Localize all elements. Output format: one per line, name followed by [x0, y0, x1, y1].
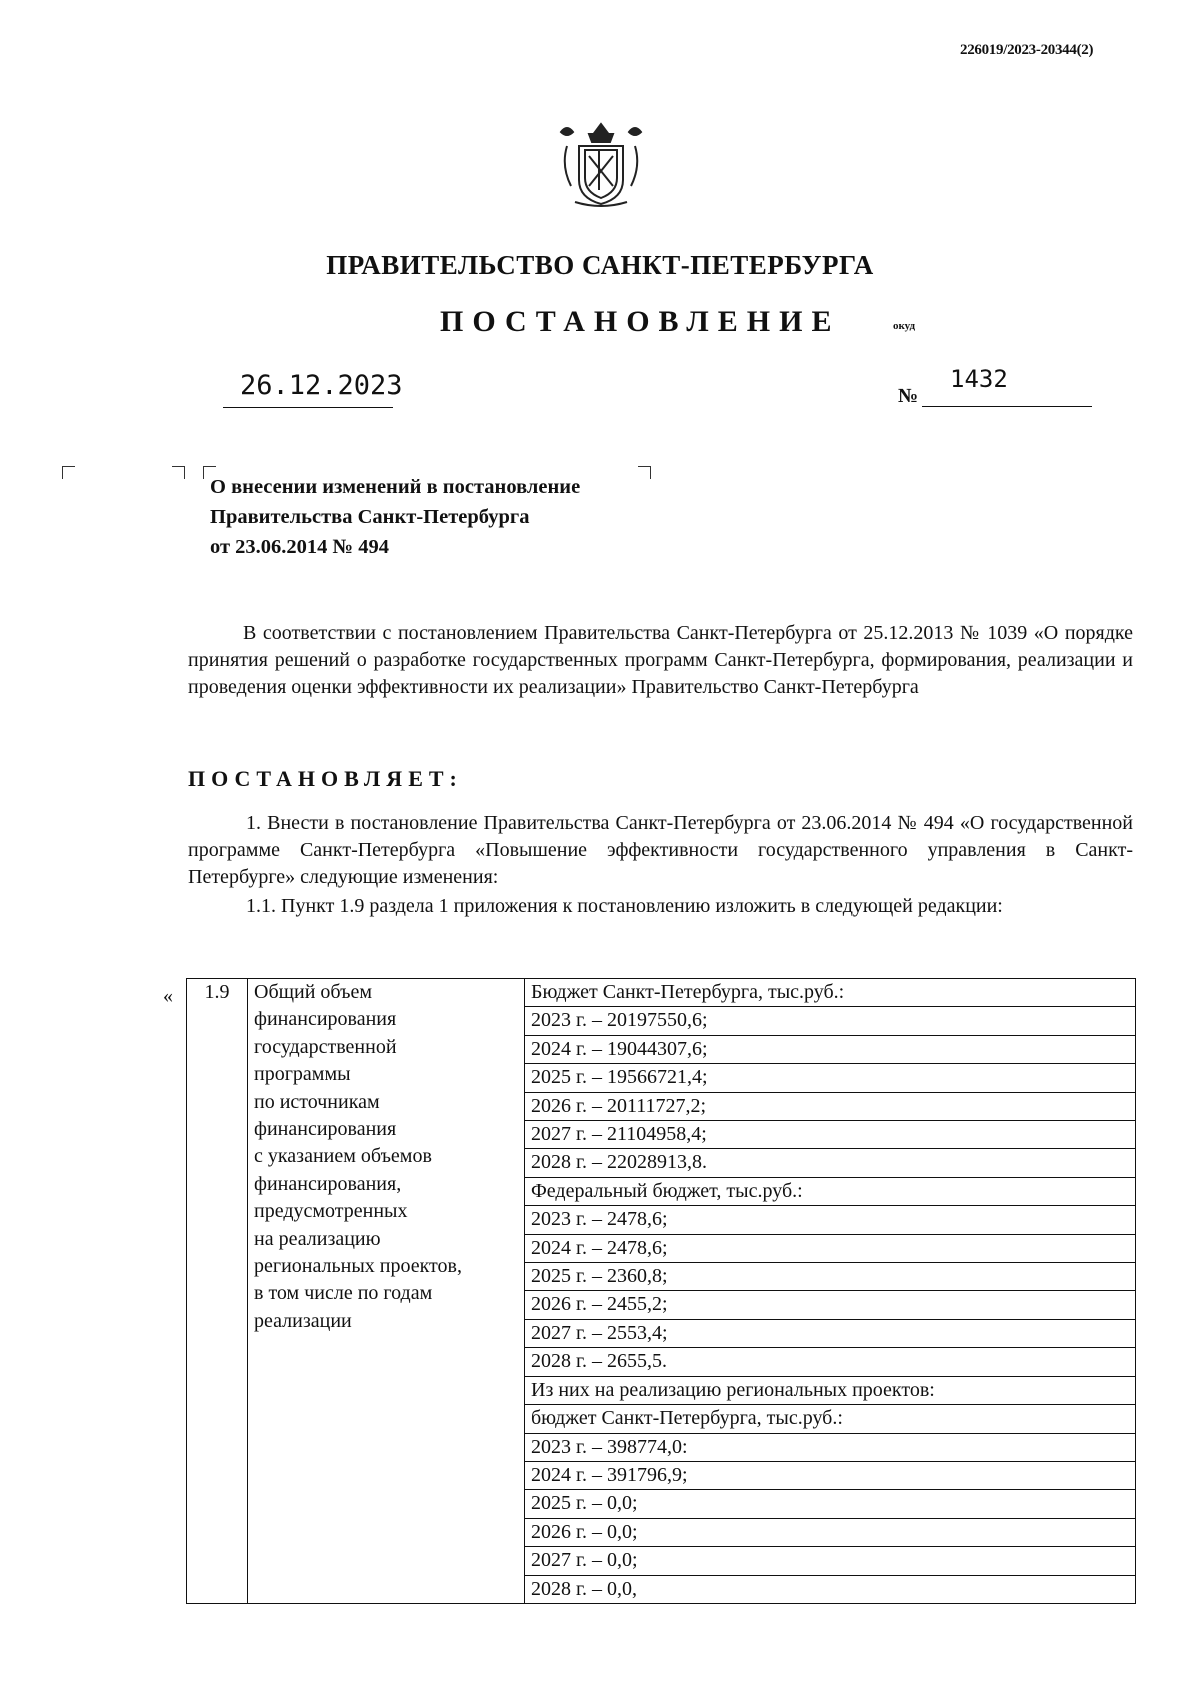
- funding-line: 2024 г. – 2478,6;: [525, 1235, 1135, 1263]
- decree-word: ПОСТАНОВЛЯЕТ:: [188, 766, 463, 791]
- okud-label: окуд: [893, 320, 916, 332]
- funding-line: Бюджет Санкт-Петербурга, тыс.руб.:: [525, 979, 1135, 1007]
- point-1: 1. Внести в постановление Правительства Санкт-Петербурга от 23.06.2014 № 494 «О государственной программе Санкт-Петербурга «Повышение эффективности государственного управления в Санкт-Петербурге» следующие изменения:: [188, 812, 1133, 888]
- number-underline: [922, 406, 1092, 407]
- title-line: от 23.06.2014 № 494: [210, 536, 390, 558]
- coat-of-arms-emblem: [553, 120, 649, 210]
- description-line: реализации: [254, 1309, 352, 1332]
- funding-line: 2026 г. – 2455,2;: [525, 1291, 1135, 1319]
- document-date: 26.12.2023: [240, 370, 403, 401]
- title-line: Правительства Санкт-Петербурга: [210, 506, 530, 528]
- funding-line: 2023 г. – 20197550,6;: [525, 1007, 1135, 1035]
- description-line: финансирования: [254, 1118, 397, 1141]
- funding-line: 2028 г. – 22028913,8.: [525, 1149, 1135, 1177]
- table-row: [187, 979, 1136, 1604]
- funding-line: 2027 г. – 0,0;: [525, 1547, 1135, 1575]
- document-number: 1432: [950, 365, 1008, 393]
- preamble-text: В соответствии с постановлением Правительства Санкт-Петербурга от 25.12.2013 № 1039 «О порядке принятия решений о разработке государственных программ Санкт-Петербурга, формирования, реализации и проведения оценки эффективности их реализации» Правительство Санкт-Петербурга: [188, 622, 1133, 698]
- funding-line: 2028 г. – 0,0,: [531, 1577, 637, 1600]
- description-line: по источникам: [254, 1090, 380, 1113]
- description-line: финансирования: [254, 1008, 397, 1031]
- point-1-1: 1.1. Пункт 1.9 раздела 1 приложения к постановлению изложить в следующей редакции:: [246, 895, 1003, 917]
- funding-line: Из них на реализацию региональных проектов:: [525, 1377, 1135, 1405]
- funding-cell: [525, 979, 1136, 1604]
- description-line: финансирования,: [254, 1172, 402, 1195]
- description-line: государственной: [254, 1035, 397, 1058]
- date-underline: [223, 407, 393, 408]
- description-line: предусмотренных: [254, 1200, 408, 1223]
- preamble: [188, 620, 1133, 701]
- funding-line: 2027 г. – 21104958,4;: [525, 1121, 1135, 1149]
- number-sign: №: [898, 385, 919, 407]
- description-line: программы: [254, 1063, 351, 1086]
- document-type: ПОСТАНОВЛЕНИЕ: [440, 305, 841, 338]
- corner-mark: [172, 466, 185, 479]
- document-title: [210, 472, 580, 562]
- funding-line: 2023 г. – 398774,0:: [525, 1434, 1135, 1462]
- description-line: на реализацию: [254, 1227, 381, 1250]
- funding-line: 2025 г. – 0,0;: [525, 1490, 1135, 1518]
- funding-line: 2025 г. – 2360,8;: [525, 1263, 1135, 1291]
- description-cell: [248, 979, 525, 1604]
- funding-line: 2026 г. – 20111727,2;: [525, 1093, 1135, 1121]
- description-line: в том числе по годам: [254, 1282, 433, 1305]
- funding-line: бюджет Санкт-Петербурга, тыс.руб.:: [525, 1405, 1135, 1433]
- financing-table: [186, 978, 1136, 1604]
- funding-line: 2027 г. – 2553,4;: [525, 1320, 1135, 1348]
- funding-line: 2024 г. – 391796,9;: [525, 1462, 1135, 1490]
- description-line: с указанием объемов: [254, 1145, 432, 1168]
- description-line: региональных проектов,: [254, 1255, 462, 1278]
- corner-mark: [62, 466, 75, 479]
- corner-mark: [638, 466, 651, 479]
- row-number-cell: 1.9: [187, 979, 248, 1604]
- organization-name: ПРАВИТЕЛЬСТВО САНКТ-ПЕТЕРБУРГА: [326, 250, 874, 280]
- funding-line: Федеральный бюджет, тыс.руб.:: [525, 1178, 1135, 1206]
- funding-line: 2026 г. – 0,0;: [525, 1519, 1135, 1547]
- title-line: О внесении изменений в постановление: [210, 476, 581, 498]
- funding-line: 2023 г. – 2478,6;: [525, 1206, 1135, 1234]
- description-line: Общий объем: [254, 981, 372, 1003]
- document-id: 226019/2023-20344(2): [960, 42, 1094, 58]
- funding-line: 2025 г. – 19566721,4;: [525, 1064, 1135, 1092]
- opening-quote: «: [163, 985, 173, 1007]
- funding-line: 2028 г. – 2655,5.: [525, 1348, 1135, 1376]
- funding-line: 2024 г. – 19044307,6;: [525, 1036, 1135, 1064]
